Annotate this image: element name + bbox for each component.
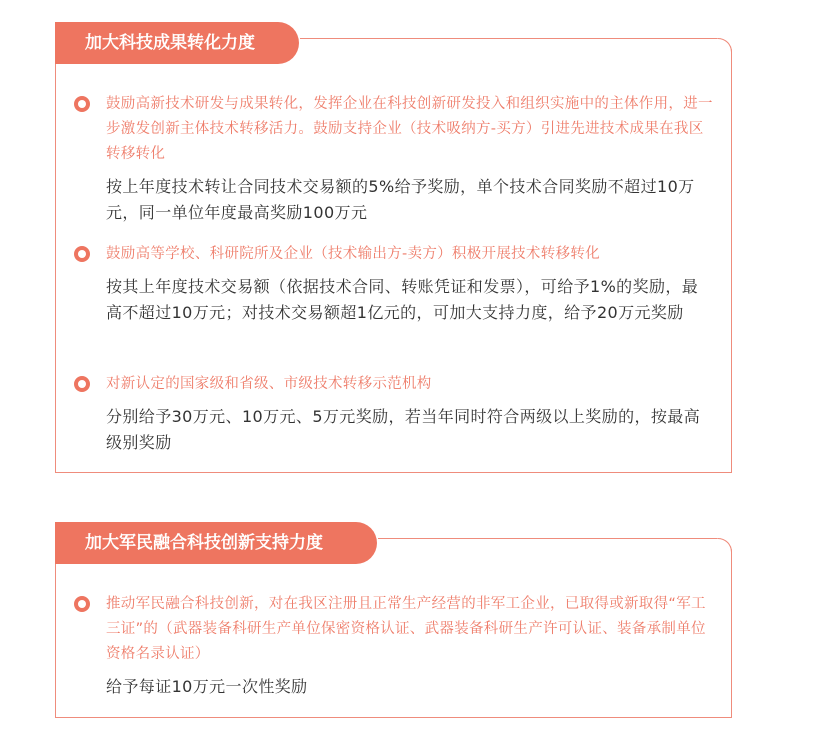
item-heading: 鼓励高新技术研发与成果转化，发挥企业在科技创新研发投入和组织实施中的主体作用，进一步激发创新主体技术转移活力。鼓励支持企业（技术吸纳方-买方）引进先进技术成果在我区转移转化 xyxy=(106,96,713,162)
item-heading: 推动军民融合科技创新，对在我区注册且正常生产经营的非军工企业，已取得或新取得“军工三证”的（武器装备科研生产单位保密资格认证、武器装备科研生产许可认证、装备承制单位资格名录认证） xyxy=(106,596,706,662)
card-top-border xyxy=(378,538,718,539)
item-body: 按上年度技术转让合同技术交易额的5%给予奖励，单个技术合同奖励不超过10万元，同一单位年度最高奖励100万元 xyxy=(106,177,695,222)
bullet-circle-icon xyxy=(74,246,90,262)
section-title: 加大军民融合科技创新支持力度 xyxy=(55,522,377,564)
section-title: 加大科技成果转化力度 xyxy=(55,22,299,64)
bullet-circle-icon xyxy=(74,96,90,112)
list-item xyxy=(74,372,713,456)
card-top-border xyxy=(300,38,718,39)
item-heading: 鼓励高等学校、科研院所及企业（技术输出方-卖方）积极开展技术转移转化 xyxy=(106,246,600,262)
item-body: 按其上年度技术交易额（依据技术合同、转账凭证和发票），可给予1%的奖励，最高不超过10万元；对技术交易额超1亿元的，可加大支持力度，给予20万元奖励 xyxy=(106,277,699,322)
section-card-tech-transfer xyxy=(55,38,732,473)
bullet-circle-icon xyxy=(74,376,90,392)
list-item xyxy=(74,592,713,700)
item-body: 分别给予30万元、10万元、5万元奖励，若当年同时符合两级以上奖励的，按最高级别奖励 xyxy=(106,407,701,452)
item-body: 给予每证10万元一次性奖励 xyxy=(106,677,308,696)
card-top-right-corner xyxy=(718,38,732,52)
section-card-military-civil xyxy=(55,538,732,718)
list-item xyxy=(74,92,713,226)
list-item xyxy=(74,242,713,326)
card-top-right-corner xyxy=(718,538,732,552)
bullet-circle-icon xyxy=(74,596,90,612)
item-heading: 对新认定的国家级和省级、市级技术转移示范机构 xyxy=(106,376,432,392)
